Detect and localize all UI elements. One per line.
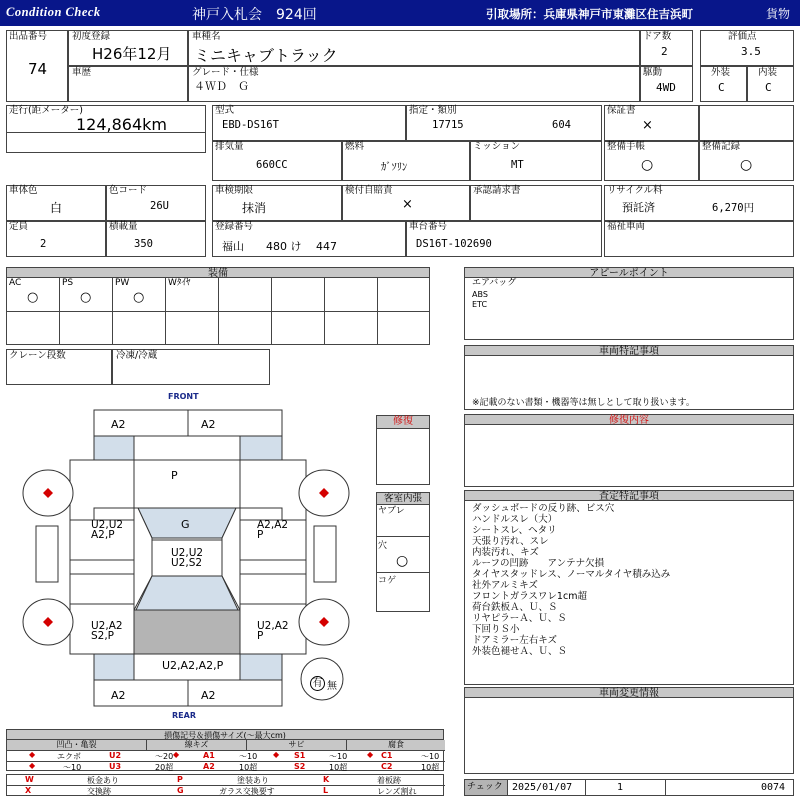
hood-top [134,436,240,460]
legend-group-scratch: 線キズ [147,740,247,750]
crane-label: クレーン段数 [9,350,66,361]
inspection-notes-list [472,503,670,657]
category-label: 貨物 [766,7,791,21]
legend-key-p: P [177,775,183,784]
right-mirror [314,526,336,582]
equip-cell-ps [59,277,113,312]
drive-value: 4WD [656,81,676,94]
cabin-item-tear: ヤブレ [378,506,405,516]
auction-title: 神戸入札会 924回 [192,7,317,23]
plate-value: 福山 480 け 447 [222,240,337,253]
legend-dent-e: 20超 [155,763,174,772]
inspection-note-line: 社外アルミキズ [472,580,538,591]
legend-table [6,739,444,771]
pickup-location: 引取場所：兵庫県神戸市東灘区住吉浜町 [486,7,693,21]
equip-cell-empty [6,311,60,345]
left-mirror [36,526,58,582]
rear-window [136,576,238,610]
inspection-note-line: ハンドルスレ（大） [472,514,558,525]
equip-cell-empty [218,311,272,345]
recycle-label: リサイクル料 [607,185,663,196]
inspection-note-line: 下回りＳ小 [472,624,520,635]
inspection-note-line: タイヤスタッドレス、ノーマルタイヤ積み込み [472,569,671,580]
legend-diamond: ◆ [173,750,180,759]
mark-front-right: A2 [201,418,216,431]
special-header: 車両特記事項 [464,345,794,356]
recycle-status: 預託済 [622,201,655,214]
inspection-note-line: シートスレ、ヘタリ [472,525,557,536]
legend-key-k: K [323,775,330,784]
legend-key-l: L [323,786,329,795]
inspection-note-line: 天張り汚れ、スレ [472,536,549,547]
cabin-hole-mark: ○ [396,553,409,569]
cabin-item-hole: 穴 [378,541,388,551]
colorcode-value: 26U [150,200,169,212]
legend-group-corrosion: 腐食 [347,740,445,750]
mark-rear-right: A2 [201,689,216,702]
legend-keys [6,774,444,796]
legend-val-g: ガラス交換要す [219,787,275,796]
int-value: C [765,81,772,94]
cabin-divider [376,572,430,573]
equip-mark-ac: ○ [27,290,39,305]
legend-corrosion-b: 〜10 [421,752,440,761]
model-label: 型式 [215,105,235,116]
equip-cell-empty [271,311,325,345]
maint-value: ○ [641,157,654,173]
fuel-value: ｶﾞｿﾘﾝ [381,161,408,173]
ext-value: C [718,81,725,94]
check-divider [665,779,666,796]
welfare-label: 福祉車両 [607,221,646,232]
legend-rust-c: S2 [294,762,306,771]
car-name: ミニキャブトラック [194,46,338,65]
history-label: 車歴 [72,67,92,78]
legend-corrosion-a: C1 [381,751,393,760]
legend-diamond: ◆ [29,750,36,759]
appeal-line-2: ABS [472,290,488,299]
equip-mark-pw: ○ [133,290,145,305]
equipment-grid [6,277,430,345]
inspection-note-line: 荷台鉄板Ａ、Ｕ、Ｓ [472,602,558,613]
fuel-label: 燃料 [345,141,365,152]
mileage-label: 走行(距メーター) [9,105,83,116]
inspection-note-line: フロントガラスワレ1cm超 [472,591,587,602]
mark-roof: U2,U2 U2,S2 [171,547,204,569]
legend-dent-small: 〜10 [63,763,82,772]
legend-group-dent: 凹凸・亀裂 [7,740,147,750]
legend-diamond: ◆ [273,750,280,759]
equip-label-ac: AC [9,278,22,288]
equip-cell-empty [218,277,272,312]
change-header: 車両変更情報 [464,687,794,698]
warranty-label: 保証書 [607,105,636,116]
equip-cell-empty [165,311,219,345]
repair-tag: 修復 [376,415,430,429]
check-date: 2025/01/07 [512,782,573,793]
spare-yes: 有 [310,676,325,691]
repair-header: 修復内容 [464,414,794,425]
lot-label: 出品番号 [9,31,48,42]
equip-cell-wtire [165,277,219,312]
repair-box [464,424,794,487]
reg-label: 初度登録 [72,31,111,42]
legend-diamond: ◆ [29,761,36,770]
legend-dent-b: U2 [109,751,122,760]
legend-rust-a: S1 [294,751,306,760]
warranty-value: × [642,118,653,133]
cabin-item-burn: コゲ [378,576,397,586]
equip-label-wtire: Wﾀｲﾔ [168,278,191,288]
mark-left-rear: U2,A2 S2,P [91,620,123,642]
mission-value: MT [511,159,524,171]
record-label: 整備記録 [702,141,741,152]
spec-value-1: 17715 [432,119,464,131]
cargo-bed [134,610,240,654]
grade-label: グレード・仕様 [192,67,259,78]
insurance-label: 検付自賠責 [345,185,393,196]
legend-val-l: レンズ割れ [377,787,417,796]
score-value: 3.5 [741,45,761,58]
reg-date: H26年12月 [92,45,172,63]
legend-scratch-c: A2 [203,762,215,771]
front-label: FRONT [168,392,199,401]
mark-right-rear: U2,A2 P [257,620,289,642]
mark-hood: P [171,469,178,482]
legend-group-rust: サビ [247,740,347,750]
mark-rear-left: A2 [111,689,126,702]
right-front-fender [240,460,306,520]
check-code: 0074 [761,782,786,793]
capacity-label: 定員 [9,221,29,232]
brand-title: Condition Check [6,5,101,19]
legend-scratch-d: 10超 [239,763,258,772]
inspection-note-line: 外装色褪せＡ、Ｕ、Ｓ [472,646,568,657]
color-value: 白 [50,201,63,215]
equip-label-ps: PS [62,278,74,288]
colorcode-label: 色コード [109,185,148,196]
legend-dent-c: 〜20 [155,752,174,761]
legend-corrosion-c: C2 [381,762,393,771]
recycle-fee: 6,270円 [712,202,755,214]
insurance-value: × [402,197,413,212]
legend-key-g: G [177,786,184,795]
spec-label: 指定・類別 [409,105,457,116]
name-label: 車種名 [192,31,221,42]
front-left-corner [94,436,134,460]
legend-val-x: 交換跡 [87,787,111,796]
mission-label: ミッション [473,141,521,152]
mark-windshield: G [181,518,190,531]
equip-cell-empty [377,277,430,312]
special-note: ※記載のない書類・機器等は無しとして取り扱います。 [472,398,695,408]
check-divider [585,779,586,796]
check-num: 1 [617,782,624,793]
appeal-line-3: ETC [472,300,488,309]
legend-rust-b: 〜10 [329,752,348,761]
legend-val-p: 塗装あり [237,776,269,785]
equip-cell-pw [112,277,166,312]
load-value: 350 [134,238,153,250]
disp-value: 660CC [256,159,288,171]
inspection-notes-header: 査定特記事項 [464,490,794,501]
legend-key-w: W [25,775,34,784]
equip-mark-ps: ○ [80,290,92,305]
spare-none: 無 [327,681,337,692]
capacity-value: 2 [40,238,47,250]
maint-label: 整備手帳 [607,141,646,152]
mark-tail: U2,A2,A2,P [162,659,224,672]
doors-value: 2 [661,45,668,58]
plate-label: 登録番号 [215,221,254,232]
record-value: ○ [740,157,753,173]
cabin-divider [376,536,430,537]
lot-number: 74 [28,60,48,78]
inspection-note-line: 内装汚れ、キズ [472,547,539,558]
legend-scratch-a: A1 [203,751,215,760]
inspection-label: 車検期限 [215,185,254,196]
legend-key-x: X [25,786,32,795]
left-front-fender [70,460,134,520]
legend-scratch-b: 〜10 [239,752,258,761]
equip-cell-empty [271,277,325,312]
front-right-corner [240,436,282,460]
equip-label-pw: PW [115,278,130,288]
doors-label: ドア数 [643,31,672,42]
inspection-note-line: ドアミラー左右キズ [472,635,558,646]
legend-dent-a: エクボ [57,752,81,761]
equipment-header: 装備 [6,267,430,278]
appeal-header: アピールポイント [464,267,794,278]
rear-label: REAR [172,711,196,720]
hood-panel [134,460,240,508]
color-label: 車体色 [9,185,38,196]
legend-dent-d: U3 [109,762,122,771]
drive-label: 駆動 [643,67,663,78]
equip-cell-empty [324,311,378,345]
model-value: EBD-DS16T [222,119,279,131]
mark-front-left: A2 [111,418,126,431]
legend-corrosion-d: 10超 [421,763,440,772]
equip-cell-empty [377,311,430,345]
grade-value: ４ＷＤ Ｇ [194,80,249,93]
equip-cell-ac [6,277,60,312]
equip-cell-empty [112,311,166,345]
change-box [464,697,794,774]
mark-left-front: U2,U2 A2,P [91,519,124,541]
mileage-value: 124,864km [76,115,168,134]
warranty-spacer [699,105,794,141]
chassis-label: 車台番号 [409,221,448,232]
inspection-value: 抹消 [242,201,267,215]
mark-right-front: A2,A2 P [257,519,289,541]
freezer-label: 冷凍/冷蔵 [116,350,158,361]
int-label: 内装 [758,67,778,78]
equip-cell-empty [59,311,113,345]
equip-cell-empty [324,277,378,312]
legend-diamond: ◆ [367,750,374,759]
disp-label: 排気量 [215,141,244,152]
score-label: 評価点 [728,31,757,42]
inspection-note-line: リヤピラーＡ、Ｕ、Ｓ [472,613,567,624]
legend-rust-d: 10超 [329,763,348,772]
cabin-header: 客室内張 [376,492,430,505]
legend-val-w: 板金あり [87,776,119,785]
inspection-note-line: ルーフの凹跡 アンテナ欠損 [472,558,605,569]
appeal-line-1: エアバッグ [472,278,517,288]
load-label: 積載量 [109,221,138,232]
check-label: チェック [467,782,503,792]
inspection-note-line: ダッシュボードの反り跡、ビス穴 [472,503,615,514]
ext-label: 外装 [711,67,731,78]
legend-val-k: 着板跡 [377,776,401,785]
legend-header: 損傷記号＆損傷サイズ(〜最大cm) [6,729,444,740]
chassis-value: DS16T-102690 [416,238,492,250]
spec-value-2: 604 [552,119,571,131]
approval-label: 承認請求書 [473,185,521,196]
